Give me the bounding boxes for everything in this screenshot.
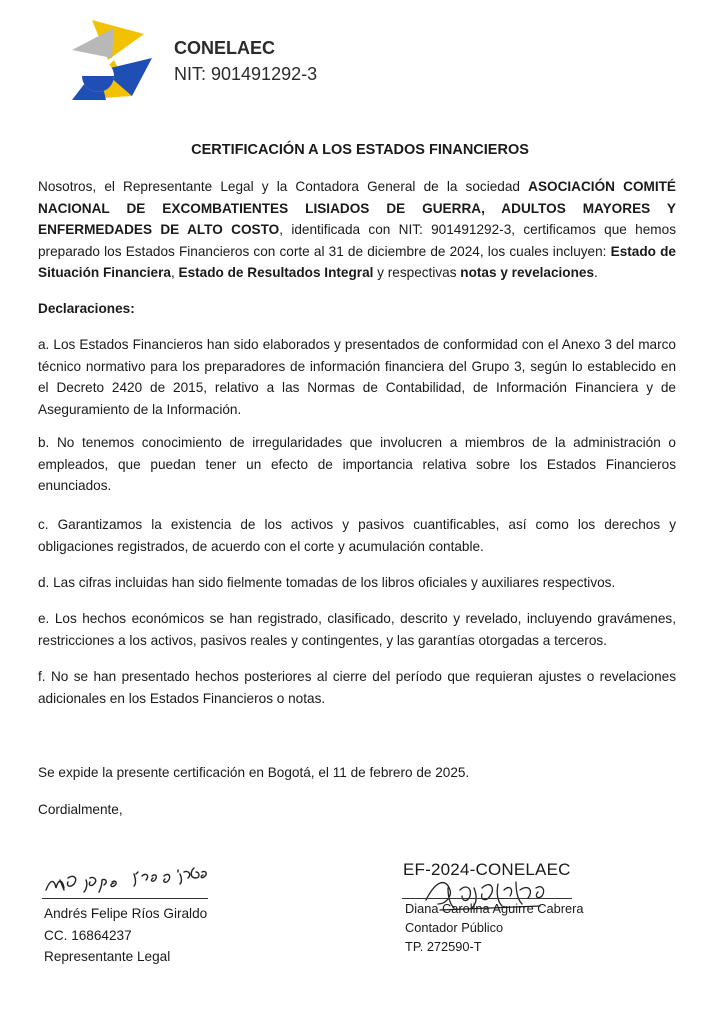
declaration-e: e. Los hechos económicos se han registrado, clasificado, descrito y revelado, incluyendo gravámenes, restricciones a los activos, pasivos reales y contingentes, y las garantías otorgadas a terceros. (38, 611, 676, 648)
place-and-date: Se expide la presente certificación en Bogotá, el 11 de febrero de 2025. (38, 765, 470, 780)
declarations-heading: Declaraciones: (38, 301, 135, 316)
legal-rep-signature (38, 850, 218, 900)
legal-rep-role: Representante Legal (44, 949, 171, 964)
intro-paragraph: Nosotros, el Representante Legal y la Contadora General de la sociedad ASOCIACIÓN COMITÉ NACIONAL DE EXCOMBATIENTES LISIADOS DE GUERRA, ADULTOS MAYORES Y ENFERMEDADES DE ALTO COSTO, identificada con NIT: 901491292-3, certificamos que hemos preparado los Estados Financieros con corte al 31 de diciembre de 2024, los cuales incluyen: Estado de Situación Financiera, Estado de Resultados Integral y respectivas notas y revelaciones. (38, 179, 676, 280)
legal-rep-signature-line (42, 898, 208, 899)
declaration-b: b. No tenemos conocimiento de irregularidades que involucren a miembros de la administración o empleados, que puedan tener un efecto de importancia relativa sobre los Estados Financieros enunciados. (38, 435, 676, 493)
organization-name: CONELAEC (174, 38, 276, 58)
accountant-block (405, 899, 584, 956)
declaration-d: d. Las cifras incluidas han sido fielmente tomadas de los libros oficiales y auxiliares respectivos. (38, 575, 616, 590)
organization-nit: NIT: 901491292-3 (174, 64, 318, 84)
declaration-c: c. Garantizamos la existencia de los activos y pasivos cuantificables, así como los derechos y obligaciones registrados, de acuerdo con el corte y acumulación contable. (38, 517, 676, 554)
closing-salutation: Cordialmente, (38, 802, 123, 817)
accountant-role: Contador Público (405, 920, 504, 935)
declaration-f: f. No se han presentado hechos posteriores al cierre del período que requieran ajustes o revelaciones adicionales en los Estados Financieros o notas. (38, 669, 676, 706)
legal-rep-name: Andrés Felipe Ríos Giraldo (44, 906, 208, 921)
conelaec-logo (62, 14, 152, 104)
declaration-a: a. Los Estados Financieros han sido elaborados y presentados de conformidad con el Anexo 3 del marco técnico normativo para los preparadores de información financiera del Grupo 3, según lo establecido en el Decreto 2420 de 2015, relativo a las Normas de Contabilidad, de Información Financiera y de Aseguramiento de la Información. (38, 337, 676, 417)
legal-rep-id: CC. 16864237 (44, 927, 132, 943)
document-code-stamp: EF-2024-CONELAEC (403, 860, 571, 879)
legal-rep-block (44, 903, 207, 968)
accountant-name: Diana Carolina Aguirre Cabrera (405, 901, 584, 916)
accountant-tp: TP. 272590-T (405, 939, 482, 954)
document-title: CERTIFICACIÓN A LOS ESTADOS FINANCIEROS (191, 142, 529, 158)
